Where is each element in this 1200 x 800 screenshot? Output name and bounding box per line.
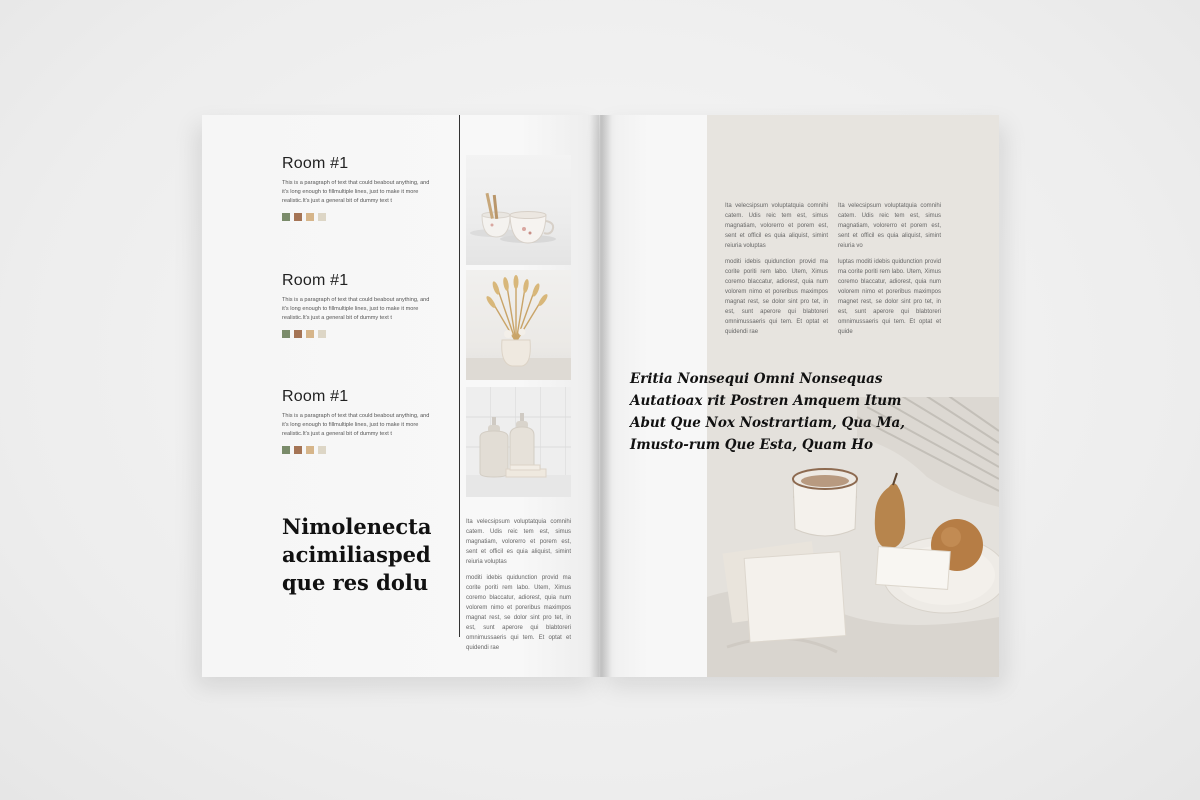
room-description: This is a paragraph of text that could beabout anything, and it's long enough to fillmultiple lines, just to make it more realistic.It's just a general bit of dummy text t — [282, 297, 430, 321]
swatch-sand — [306, 213, 314, 221]
paragraph: Ita velecsipsum voluptatquia comnihi catem. Udis reic tem est, simus magnatiam, volorerro et porem est, sent et officil es quia aliquist, simint reiuria vo — [838, 203, 941, 249]
room-title: Room #1 — [282, 155, 349, 172]
swatch-beige — [318, 213, 326, 221]
right-headline: Eritia Nonsequi Omni Nonsequas Autatioax rit Postren Amquem Itum Abut Que Nox Nostrartiam, Qua Ma, Imusto-rum Que Esta, Quam Ho — [630, 371, 905, 453]
room-section-3 — [282, 388, 432, 454]
room-description: This is a paragraph of text that could beabout anything, and it's long enough to fillmultiple lines, just to make it more realistic.It's just a general bit of dummy text t — [282, 180, 430, 204]
room-section-2 — [282, 272, 432, 338]
swatch-green — [282, 213, 290, 221]
paragraph: luptas moditi idebis quidunction provid ma corite poriti rem labo. Utem, Ximus coremo blaccatur, adiorest, quia num volorem nimo et poreribus maximpos magnet rest, se dolor sint pro tet, in est, sunt aperore qui blabtoreri omnimussaeris qui tem. Et optat et quide — [838, 259, 941, 335]
right-body-column-2 — [838, 201, 941, 337]
swatch-beige — [318, 330, 326, 338]
room-description: This is a paragraph of text that could beabout anything, and it's long enough to fillmultiple lines, just to make it more realistic.It's just a general bit of dummy text t — [282, 413, 430, 437]
photo-ceramic-cups — [466, 155, 571, 265]
paragraph: Ita velecsipsum voluptatquia comnihi catem. Udis reic tem est, simus magnatiam, volorerro et porem est, sent et officil es quia aliquist, simint reiuria voluptas — [725, 203, 828, 249]
paragraph: moditi idebis quidunction provid ma corite poriti rem labo. Utem, Ximus coremo blaccatur, adiorest, quia num volorem nimo et poreribus maximpos magnat rest, se dolor sint pro tet, in est, sunt aperore qui blabtoreri omnimussaeris qui tem. Et optat et quidendi rae — [466, 575, 571, 651]
photo-soap-bottles — [466, 387, 571, 497]
magazine-spread — [202, 115, 999, 677]
swatch-green — [282, 446, 290, 454]
swatch-terracotta — [294, 330, 302, 338]
swatch-terracotta — [294, 213, 302, 221]
room-title: Room #1 — [282, 388, 349, 405]
left-page — [202, 115, 599, 677]
color-swatches — [282, 213, 432, 221]
paragraph: moditi idebis quidunction provid ma corite poriti rem labo. Utem, Ximus coremo blaccatur, adiorest, quia num volorem nimo et poreribus maximpos magnat rest, se dolor sint pro tet, in est, sunt aperore qui blabtoreri omnimussaeris qui tem. Et optat et quidendi rae — [725, 259, 828, 335]
swatch-sand — [306, 446, 314, 454]
swatch-sand — [306, 330, 314, 338]
swatch-beige — [318, 446, 326, 454]
right-body-column-1 — [725, 201, 828, 337]
left-body-text — [466, 517, 571, 653]
color-swatches — [282, 330, 432, 338]
room-section-1 — [282, 155, 432, 221]
swatch-green — [282, 330, 290, 338]
paragraph: Ita velecsipsum voluptatquia comnihi catem. Udis reic tem est, simus magnatiam, volorerro et porem est, sent et officil es quia aliquist, simint reiuria voluptas — [466, 519, 571, 565]
color-swatches — [282, 446, 432, 454]
column-divider — [459, 115, 460, 637]
room-title: Room #1 — [282, 272, 349, 289]
photo-wheat-vase — [466, 270, 571, 380]
left-headline: Nimolenecta acimiliasped que res dolu — [282, 514, 432, 595]
right-page — [600, 115, 999, 677]
swatch-terracotta — [294, 446, 302, 454]
